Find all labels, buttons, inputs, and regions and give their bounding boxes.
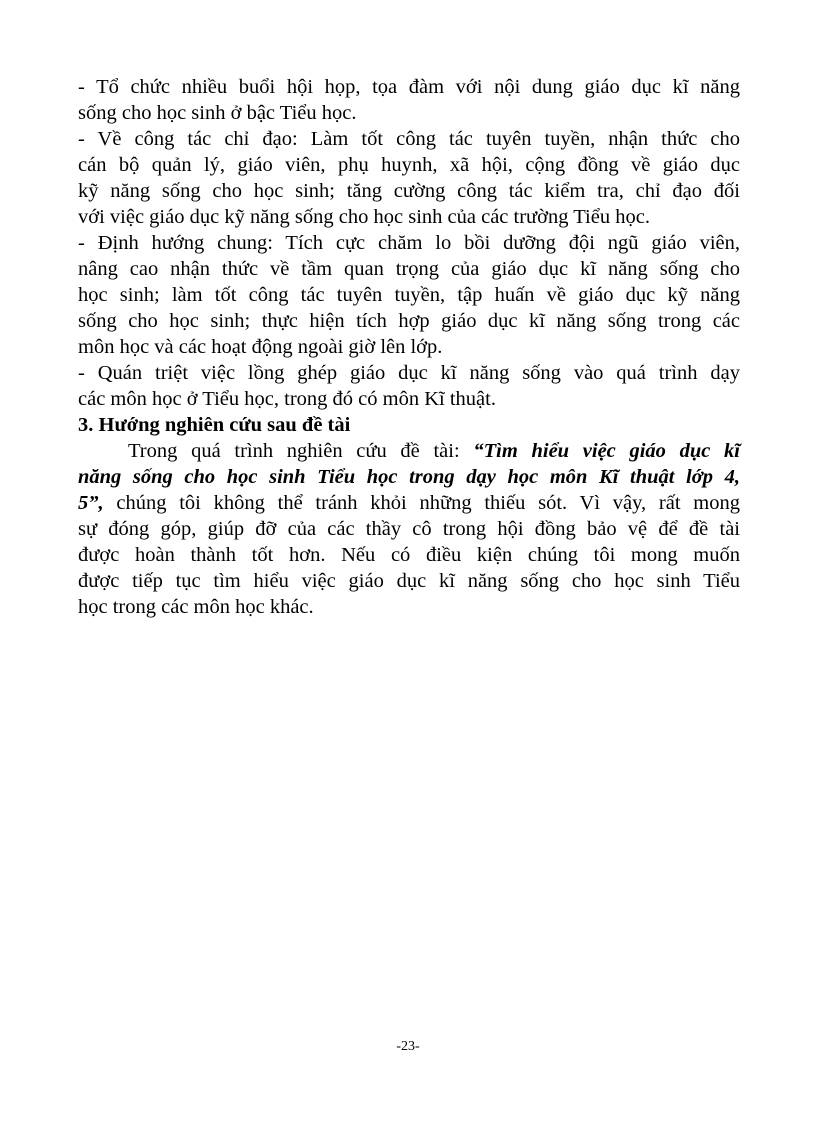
text-line: sống cho học sinh ở bậc Tiểu học.	[78, 102, 357, 124]
document-body	[78, 74, 740, 620]
text-line: được tiếp tục tìm hiểu việc giáo dục kĩ năng sống cho học sinh Tiểu	[78, 570, 740, 592]
text-line	[78, 490, 740, 516]
text-line: sự đóng góp, giúp đỡ của các thầy cô trong hội đồng bảo vệ để đề tài	[78, 518, 740, 540]
text-line: sống cho học sinh; thực hiện tích hợp giáo dục kĩ năng sống trong các	[78, 310, 740, 332]
text-line: môn học và các hoạt động ngoài giờ lên lớp.	[78, 336, 443, 358]
text-line: - Quán triệt việc lồng ghép giáo dục kĩ năng sống vào quá trình dạy	[78, 362, 740, 384]
text-line: học sinh; làm tốt công tác tuyên tuyền, tập huấn về giáo dục kỹ năng	[78, 284, 740, 306]
topic-title-part: “Tìm hiểu việc giáo dục kĩ	[473, 440, 741, 462]
paragraph-direction-work	[78, 126, 740, 230]
topic-title-part: năng sống cho học sinh Tiểu học trong dạy học môn Kĩ thuật lớp 4,	[78, 466, 740, 488]
topic-title-part: 5”,	[78, 492, 104, 514]
text-line: kỹ năng sống cho học sinh; tăng cường công tác kiểm tra, chỉ đạo đối	[78, 180, 740, 202]
text-run: Trong quá trình nghiên cứu đề tài:	[128, 440, 474, 462]
page-number: -23-	[396, 1039, 420, 1054]
paragraph-organize-meetings	[78, 74, 740, 126]
text-line: - Tổ chức nhiều buổi hội họp, tọa đàm với nội dung giáo dục kĩ năng	[78, 76, 740, 98]
text-run: chúng tôi không thể tránh khỏi những thiếu sót. Vì vậy, rất mong	[103, 492, 740, 514]
text-line: cán bộ quản lý, giáo viên, phụ huynh, xã hội, cộng đồng về giáo dục	[78, 154, 740, 176]
text-line: - Về công tác chỉ đạo: Làm tốt công tác tuyên tuyền, nhận thức cho	[78, 128, 740, 150]
section-heading: 3. Hướng nghiên cứu sau đề tài	[78, 414, 351, 436]
text-line	[78, 438, 740, 464]
text-line: với việc giáo dục kỹ năng sống cho học sinh của các trường Tiểu học.	[78, 206, 650, 228]
paragraph-integration	[78, 360, 740, 412]
paragraph-research-direction	[78, 438, 740, 620]
text-line: các môn học ở Tiểu học, trong đó có môn Kĩ thuật.	[78, 388, 496, 410]
text-line: được hoàn thành tốt hơn. Nếu có điều kiện chúng tôi mong muốn	[78, 544, 740, 566]
paragraph-general-orientation	[78, 230, 740, 360]
text-line: học trong các môn học khác.	[78, 596, 314, 618]
text-line: nâng cao nhận thức về tầm quan trọng của giáo dục kĩ năng sống cho	[78, 258, 740, 280]
text-line: - Định hướng chung: Tích cực chăm lo bồi dưỡng đội ngũ giáo viên,	[78, 232, 740, 254]
